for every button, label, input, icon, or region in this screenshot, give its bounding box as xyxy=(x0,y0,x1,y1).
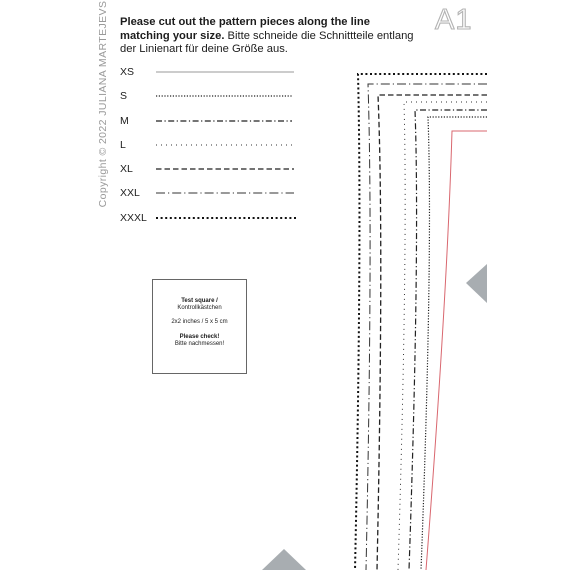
size-label-m: M xyxy=(120,114,129,127)
size-label-xxl: XXL xyxy=(120,187,140,200)
size-label-xxxl: XXXL xyxy=(120,211,147,224)
copyright-notice: Copyright © 2022 JULIANA MARTEJEVS xyxy=(97,0,109,208)
test-square-size: 2x2 inches / 5 x 5 cm xyxy=(171,319,228,326)
notch-marker-right xyxy=(466,264,487,303)
xxxl-outline xyxy=(355,74,487,570)
size-label-s: S xyxy=(120,90,128,103)
instructions-german: Bitte schneide die Schnittteile entlang der Linienart für deine Größe aus. xyxy=(120,29,414,55)
m-outline xyxy=(409,110,487,570)
xs-seam-line xyxy=(426,131,487,570)
check-title: Please check! xyxy=(179,333,220,340)
xxl-outline xyxy=(366,84,487,570)
size-label-l: L xyxy=(120,138,126,151)
notch-marker-bottom xyxy=(262,549,306,570)
size-label-xs: XS xyxy=(120,66,135,78)
instructions-english: Please cut out the pattern pieces along the line matching your size. xyxy=(120,16,370,42)
check-subtitle: Bitte nachmessen! xyxy=(174,340,225,347)
xl-outline xyxy=(377,95,487,570)
size-label-xl: XL xyxy=(120,163,133,176)
page-label: A1 xyxy=(435,4,473,36)
test-square-subtitle: Kontrollkästchen xyxy=(177,305,222,312)
test-square-title: Test square / xyxy=(181,298,218,304)
